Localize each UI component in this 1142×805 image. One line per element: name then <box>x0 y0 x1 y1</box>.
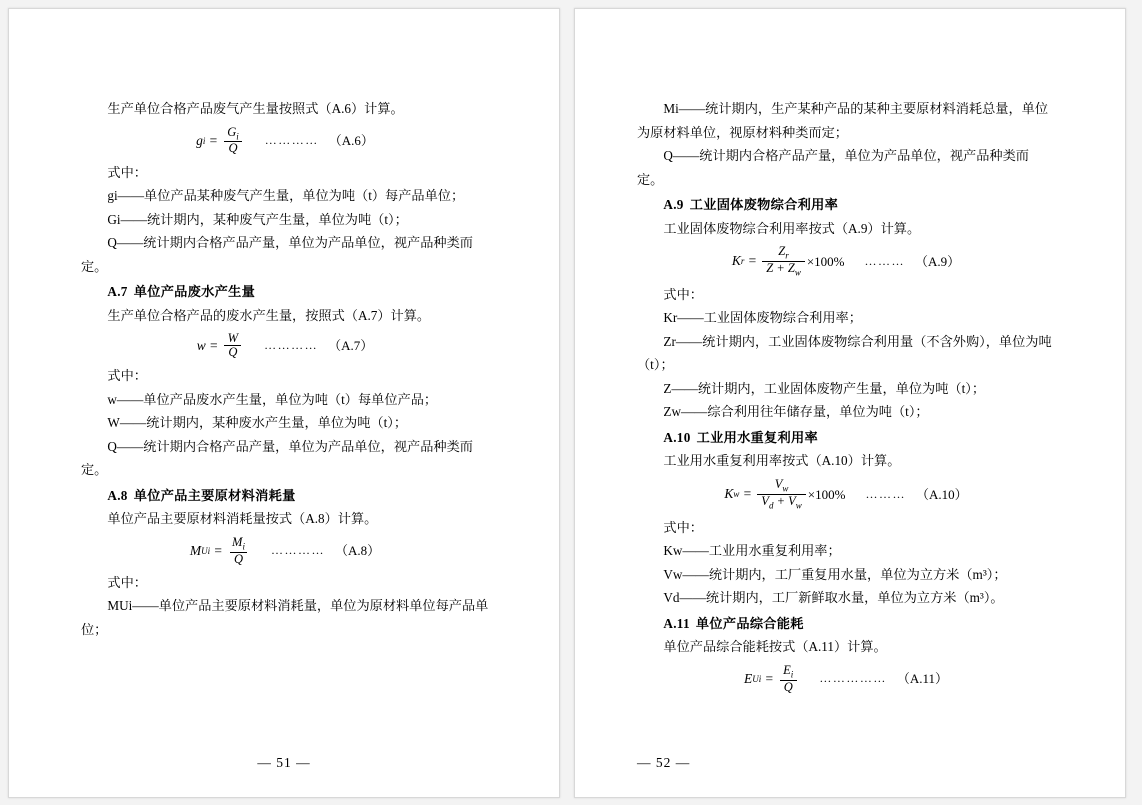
section-title: 工业用水重复利用率 <box>696 429 818 445</box>
formula-a6 <box>81 126 489 156</box>
paragraph: 工业用水重复利用率按式（A.10）计算。 <box>663 453 901 469</box>
paragraph: 单位产品主要原材料消耗量按式（A.8）计算。 <box>107 511 378 527</box>
section-heading-a8 <box>81 484 489 508</box>
formula-dots: ………… <box>264 132 319 147</box>
paragraph: 式中： <box>663 519 703 535</box>
section-title: 工业固体废物综合利用率 <box>689 197 839 212</box>
paragraph: Gi——统计期内，某种废气产生量，单位为吨（t）； <box>107 211 408 227</box>
formula-dots: ……… <box>864 253 906 268</box>
section-number: A.9 <box>663 197 684 212</box>
paragraph: Q——统计期内合格产品产量，单位为产品单位，视产品种类而定。 <box>81 235 473 274</box>
paragraph: Vd——统计期内，工厂新鲜取水量，单位为立方米（m³）。 <box>663 590 1004 606</box>
paragraph: 工业固体废物综合利用率按式（A.9）计算。 <box>663 220 921 236</box>
paragraph: 单位产品综合能耗按式（A.11）计算。 <box>663 639 887 655</box>
page-right-body <box>637 97 1055 699</box>
paragraph: 生产单位合格产品的废水产生量，按照式（A.7）计算。 <box>107 307 431 323</box>
formula-expression: w = $\frac{W}{Q}$ <box>197 332 244 359</box>
page-number-left: — 51 — <box>257 755 311 770</box>
formula-a10 <box>637 478 1055 511</box>
page-left <box>8 8 560 798</box>
section-title: 单位产品废水产生量 <box>133 284 256 300</box>
paragraph: 式中： <box>107 368 147 384</box>
formula-expression: K w = $\frac{V_w}{V_d + V_w}$ ×100% <box>724 476 846 511</box>
page-right <box>574 8 1126 798</box>
paragraph: 式中： <box>107 164 147 180</box>
formula-number: （A.7） <box>328 338 374 354</box>
formula-dots: ………… <box>264 338 319 352</box>
section-number: A.10 <box>663 429 691 445</box>
formula-a8 <box>81 536 489 566</box>
formula-number: （A.8） <box>334 543 381 559</box>
formula-number: （A.10） <box>915 486 968 502</box>
paragraph: Zw——综合利用往年储存量，单位为吨（t）； <box>663 404 929 420</box>
paragraph: Z——统计期内，工业固体废物产生量，单位为吨（t）； <box>663 380 986 396</box>
formula-expression: E Ui = $\frac{E_i}{Q}$ <box>744 664 799 694</box>
paragraph: Kw——工业用水重复利用率； <box>663 543 841 559</box>
paragraph: 式中： <box>107 574 147 590</box>
formula-expression: M Ui = $\frac{M_i}{Q}$ <box>190 536 251 566</box>
section-title: 单位产品主要原材料消耗量 <box>133 487 296 503</box>
formula-number: （A.9） <box>915 253 961 269</box>
paragraph: Kr——工业固体废物综合利用率； <box>663 310 862 326</box>
page-number-right: — 52 — <box>637 755 691 770</box>
paragraph: MUi——单位产品主要原材料消耗量，单位为原材料单位每产品单位； <box>81 598 489 637</box>
paragraph: 式中： <box>663 286 703 302</box>
section-heading-a9 <box>637 193 1055 217</box>
paragraph: gi——单位产品某种废气产生量，单位为吨（t）每产品单位； <box>107 188 465 204</box>
formula-expression: g i = $\frac{G_i}{Q}$ <box>196 126 245 156</box>
formula-a7 <box>81 332 489 359</box>
formula-a11 <box>637 664 1055 694</box>
formula-number: （A.6） <box>328 132 374 148</box>
paragraph: W——统计期内，某种废水产生量，单位为吨（t）； <box>107 415 408 431</box>
page-left-body <box>81 97 489 641</box>
section-number: A.7 <box>107 284 128 300</box>
section-heading-a7 <box>81 280 489 304</box>
paragraph: Zr——统计期内，工业固体废物综合利用量（不含外购），单位为吨（t）； <box>637 333 1052 373</box>
section-number: A.11 <box>663 615 690 631</box>
section-title: 单位产品综合能耗 <box>695 615 804 631</box>
section-number: A.8 <box>107 487 128 503</box>
section-heading-a11 <box>637 612 1055 636</box>
formula-dots: ………… <box>270 543 325 558</box>
paragraph: Q——统计期内合格产品产量，单位为产品单位，视产品种类而定。 <box>637 148 1029 187</box>
formula-number: （A.11） <box>896 671 948 687</box>
formula-expression: K r = $\frac{Z_r}{Z + Z_w}$ ×100% <box>731 244 845 278</box>
paragraph: Q——统计期内合格产品产量，单位为产品单位，视产品种类而定。 <box>81 438 473 478</box>
paragraph: Mi——统计期内，生产某种产品的某种主要原材料消耗总量，单位为原材料单位，视原材料种类而定； <box>637 101 1049 140</box>
paragraph: Vw——统计期内，工厂重复用水量，单位为立方米（m³）； <box>663 566 1007 582</box>
formula-a9 <box>637 245 1055 278</box>
section-heading-a10 <box>637 426 1055 450</box>
formula-dots: ……… <box>865 486 906 501</box>
paragraph: 生产单位合格产品废气产生量按照式（A.6）计算。 <box>107 101 404 116</box>
paragraph: w——单位产品废水产生量，单位为吨（t）每单位产品； <box>107 391 438 407</box>
formula-dots: …………… <box>819 671 887 686</box>
